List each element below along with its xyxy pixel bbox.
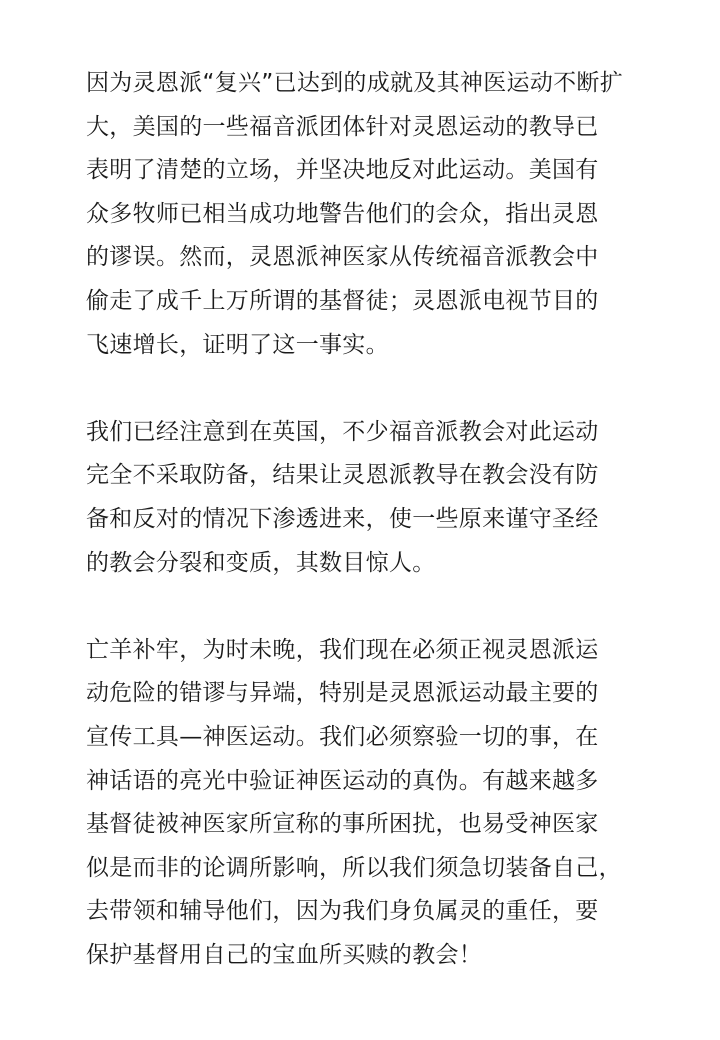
text-line: 动危险的错谬与异端，特别是灵恩派运动最主要的 xyxy=(86,680,599,707)
text-line: 表明了清楚的立场，并坚决地反对此运动。美国有 xyxy=(86,157,599,184)
text-line: 宣传工具—神医运动。我们必须察验一切的事，在 xyxy=(86,723,599,750)
text-line: 众多牧师已相当成功地警告他们的会众，指出灵恩 xyxy=(86,200,599,227)
paragraph-1 xyxy=(86,62,646,367)
text-line: 神话语的亮光中验证神医运动的真伪。有越来越多 xyxy=(86,767,599,794)
text-line: 大，美国的一些福音派团体针对灵恩运动的教导已 xyxy=(86,113,599,140)
text-line: 飞速增长，证明了这一事实。 xyxy=(86,331,389,358)
paragraph-3 xyxy=(86,629,646,978)
text-line: 完全不采取防备，结果让灵恩派教导在教会没有防 xyxy=(86,462,599,489)
text-line: 似是而非的论调所影响，所以我们须急切装备自己， xyxy=(86,854,622,881)
text-line: 偷走了成千上万所谓的基督徒；灵恩派电视节目的 xyxy=(86,287,599,314)
text-line: 因为灵恩派“复兴”已达到的成就及其神医运动不断扩 xyxy=(86,70,624,96)
text-line: 去带领和辅导他们，因为我们身负属灵的重任，要 xyxy=(86,898,599,925)
text-line: 的谬误。然而，灵恩派神医家从传统福音派教会中 xyxy=(86,244,599,271)
text-line: 基督徒被神医家所宣称的事所困扰，也易受神医家 xyxy=(86,811,599,838)
text-line: 的教会分裂和变质，其数目惊人。 xyxy=(86,549,436,576)
text-line: 亡羊补牢，为时未晚，我们现在必须正视灵恩派运 xyxy=(86,636,599,663)
paragraph-2 xyxy=(86,411,646,585)
text-line: 备和反对的情况下渗透进来，使一些原来谨守圣经 xyxy=(86,505,599,532)
text-line: 我们已经注意到在英国，不少福音派教会对此运动 xyxy=(86,418,599,445)
article-body xyxy=(86,62,646,977)
text-line: 保护基督用自己的宝血所买赎的教会！ xyxy=(86,941,483,968)
